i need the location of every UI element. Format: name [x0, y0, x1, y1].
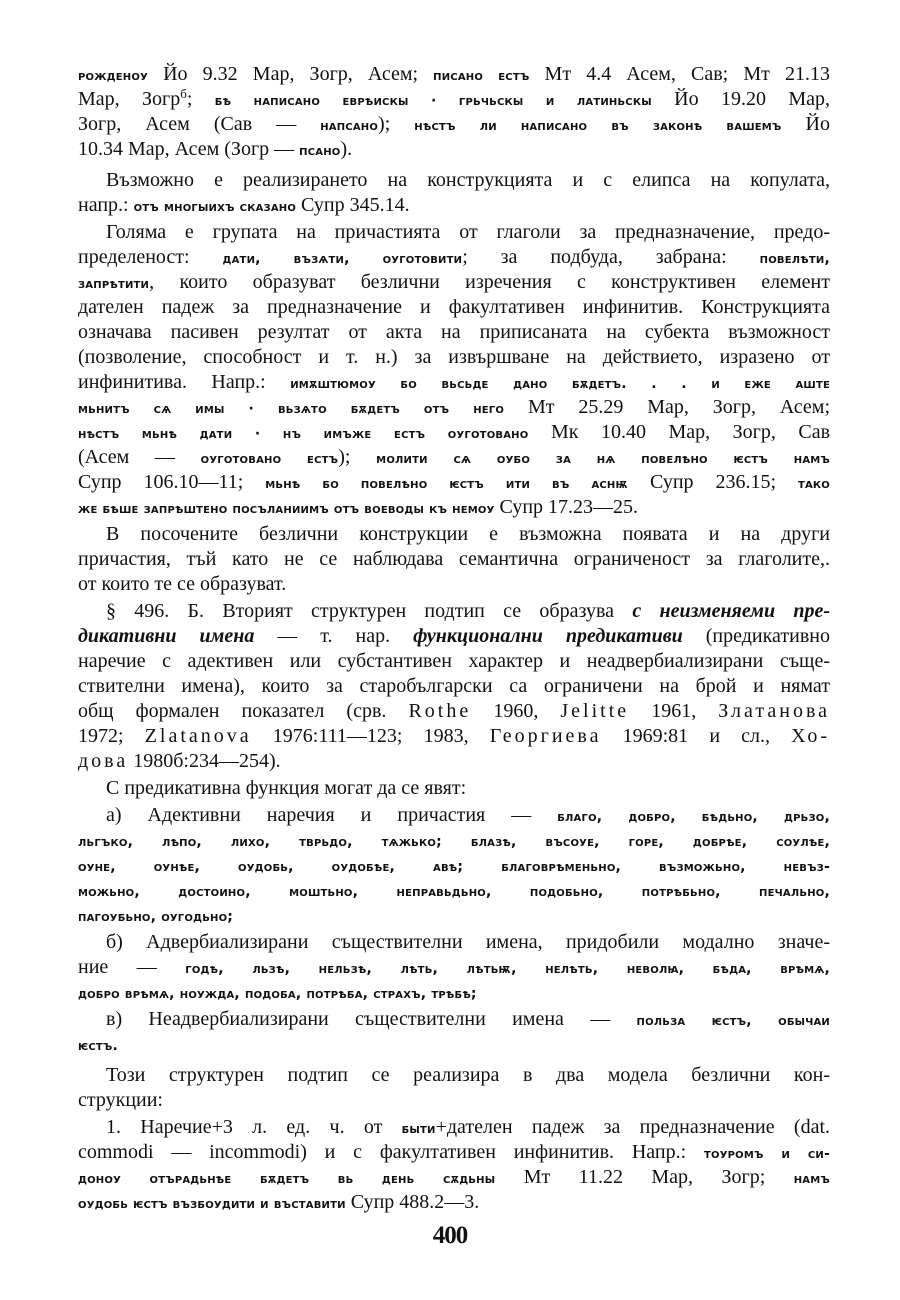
spaced-author-name: Георгиева — [489, 725, 602, 747]
text-line — [78, 470, 830, 495]
text-segment: б) Адвербиализирани съществителни имена, придобили модално значе- — [106, 931, 830, 953]
text-segment: § 496. Б. Вторият структурен подтип се образува — [106, 600, 633, 622]
text-line — [78, 749, 830, 774]
italic-term: функционални предикативи — [413, 625, 683, 647]
text-line — [78, 853, 830, 878]
text-segment: причастия, тъй като не се наблюдава семантична ограниченост за глаголите,. — [78, 548, 830, 570]
paragraph — [78, 599, 830, 774]
old-bulgarian-quote: можьно, достоино, моштьно, неправьдьно, подобьно, потрѣбьно, печально, — [78, 884, 830, 900]
spaced-author-name: дова — [78, 750, 129, 772]
paragraph — [78, 930, 830, 1005]
text-segment: В посочените безлични конструкции е възможна появата и на други — [106, 523, 830, 545]
text-segment: 1980б:234—254). — [128, 750, 281, 772]
old-bulgarian-quote: добро врѣмѧ, ноужда, подоба, потрѣба, страхъ, трѣбѣ; — [78, 986, 477, 1002]
old-bulgarian-quote: же бѣше запрѣштено посъланиимъ отъ воеводы къ немоу — [78, 501, 495, 517]
text-segment: ); — [338, 446, 377, 468]
text-segment: Супр 488.2—3. — [345, 1191, 480, 1213]
old-bulgarian-quote: мьнѣ бо повелѣно ѥстъ ити въ аснѭ — [265, 476, 629, 492]
spaced-author-name: Jelitte — [560, 700, 630, 722]
text-line — [78, 295, 830, 320]
old-bulgarian-quote: молити сѧ оубо за нѧ повелѣно ѥстъ намъ — [376, 451, 831, 467]
text-line — [78, 245, 830, 270]
text-segment: общ формален показател (срв. — [78, 700, 409, 722]
paragraph — [78, 803, 830, 928]
paragraph — [78, 522, 830, 597]
text-segment: от които те се образуват. — [78, 573, 287, 595]
text-line — [78, 547, 830, 572]
text-line — [78, 803, 830, 828]
text-line — [78, 699, 830, 724]
old-bulgarian-quote: годѣ, льзѣ, нельзѣ, лѣть, лѣтьѭ, нелѣть, неволꙗ, бѣда, врѣмѧ, — [185, 961, 830, 977]
text-line — [78, 955, 830, 980]
old-bulgarian-quote: запрѣтити — [78, 276, 150, 292]
text-line — [78, 1165, 830, 1190]
text-segment: означава пасивен резултат от акта на приписаната на субекта възможност — [78, 321, 830, 343]
text-segment: Мар, Зогр — [78, 88, 181, 110]
text-segment: 1960, — [471, 700, 561, 722]
text-line — [78, 1063, 830, 1088]
spaced-author-name: Rothe — [408, 700, 472, 722]
text-line — [78, 420, 830, 445]
text-segment: в) Неадвербиализирани съществителни имена — — [106, 1008, 637, 1030]
text-segment: , които образуват безлични изречения с конструктивен елемент — [149, 271, 830, 293]
text-segment: 1976:111—123; 1983, — [251, 725, 490, 747]
text-segment: 1961, — [629, 700, 719, 722]
text-segment: +дателен падеж за предназначение (dat. — [435, 1116, 830, 1138]
old-bulgarian-quote: напсано — [320, 118, 379, 134]
text-segment: (предикативно — [682, 625, 830, 647]
old-bulgarian-quote: тоуромъ и си- — [703, 1146, 830, 1162]
old-bulgarian-quote: льгъко, лѣпо, лихо, тврьдо, тѧжько; блазѣ, въсоуе, горе, добрѣе, соулѣе, — [78, 834, 830, 850]
old-bulgarian-quote: дати, възѧти, оуготовити — [222, 251, 463, 267]
text-segment: 1. Наречие+3 л. ед. ч. от — [106, 1116, 402, 1138]
text-segment: 1969:81 и сл., — [601, 725, 792, 747]
text-segment: инфинитива. Напр.: — [78, 371, 291, 393]
text-segment: струкции: — [78, 1089, 163, 1111]
text-line — [78, 193, 830, 218]
text-line — [78, 370, 830, 395]
italic-term: с неизменяеми пре- — [632, 600, 830, 622]
old-bulgarian-quote: нѣстъ мьнѣ дати · нъ имъже естъ оуготовано — [78, 426, 529, 442]
spaced-author-name: Златанова — [718, 700, 831, 722]
old-bulgarian-quote: бѣ написано еврѣискы · грьчьскы и латиньскы — [214, 93, 652, 109]
text-line — [78, 62, 830, 87]
text-line — [78, 878, 830, 903]
italic-term: дикативни имена — [78, 625, 255, 647]
text-segment: Йо — [781, 113, 830, 135]
text-segment: Зогр, Асем (Сав — — [78, 113, 321, 135]
paragraph — [78, 1063, 830, 1113]
spaced-author-name: Zlatanova — [144, 725, 252, 747]
text-line — [78, 495, 830, 520]
text-line — [78, 445, 830, 470]
text-segment: ; за подбуда, забрана: — [462, 246, 760, 268]
text-segment: ); — [378, 113, 415, 135]
text-segment: Супр 345.14. — [296, 194, 410, 216]
old-bulgarian-quote: доноу отърадьнѣе бѫдетъ вь день сѫдьны — [78, 1171, 496, 1187]
text-segment: commodi — incommodi) и с факултативен инфинитив. Напр.: — [78, 1141, 704, 1163]
paragraph — [78, 1007, 830, 1057]
old-bulgarian-quote: псано — [299, 143, 341, 159]
text-line — [78, 87, 830, 112]
text-line — [78, 320, 830, 345]
paragraph — [78, 168, 830, 218]
spaced-author-name: Хо- — [791, 725, 830, 747]
text-line — [78, 674, 830, 699]
text-segment: а) Адективни наречия и причастия — — [106, 804, 558, 826]
page-body-text — [78, 60, 830, 1215]
text-segment: ; — [186, 88, 215, 110]
old-bulgarian-quote: тако — [797, 476, 830, 492]
text-line — [78, 724, 830, 749]
text-line — [78, 776, 830, 801]
paragraph — [78, 220, 830, 520]
text-line — [78, 624, 830, 649]
old-bulgarian-quote: благо, добро, бѣдьно, дрьзо, — [557, 809, 830, 825]
text-segment: Супр 106.10—11; — [78, 471, 266, 493]
paragraph — [78, 776, 830, 801]
text-segment: С предикативна функция могат да се явят: — [106, 777, 467, 799]
text-segment: наречие с адективен или субстантивен характер и неадвербиализирани съще- — [78, 650, 830, 672]
old-bulgarian-quote: оуготовано естъ — [200, 451, 339, 467]
text-line — [78, 168, 830, 193]
old-bulgarian-quote: быти — [401, 1121, 436, 1137]
old-bulgarian-quote: мьнитъ сѧ имы · вьзѧто бѫдетъ отъ него — [78, 401, 505, 417]
text-line — [78, 903, 830, 928]
old-bulgarian-quote: польза ѥстъ, обычаи — [636, 1013, 830, 1029]
text-line — [78, 1190, 830, 1215]
old-bulgarian-quote: имѫштюмоу бо вьсьде дано бѫдетъ. . . и еже аште — [290, 376, 830, 392]
text-line — [78, 599, 830, 624]
text-line — [78, 930, 830, 955]
text-segment: Мк 10.40 Мар, Зогр, Сав — [528, 421, 831, 443]
text-segment: дателен падеж за предназначение и факултативен инфинитив. Конструкцията — [78, 296, 830, 318]
text-line — [78, 1140, 830, 1165]
text-segment: (позволение, способност и т. н.) за извършване на действието, изразено от — [78, 346, 830, 368]
old-bulgarian-quote: оуне, оунѣе, оудобь, оудобѣе, авѣ; благоврѣменьно, възможьно, невъз- — [78, 859, 830, 875]
old-bulgarian-quote: ѥстъ. — [78, 1038, 118, 1054]
text-segment: Супр 236.15; — [628, 471, 798, 493]
text-segment: (Асем — — [78, 446, 201, 468]
superscript: б — [180, 86, 187, 101]
text-segment: Йо 19.20 Мар, — [651, 88, 830, 110]
text-segment: — т. нар. — [254, 625, 414, 647]
text-line — [78, 137, 830, 162]
text-line — [78, 395, 830, 420]
old-bulgarian-quote: нѣстъ ли написано въ законѣ вашемъ — [414, 118, 782, 134]
text-line — [78, 1088, 830, 1113]
text-line — [78, 522, 830, 547]
text-line — [78, 1007, 830, 1032]
text-segment: Този структурен подтип се реализира в два модела безлични кон- — [106, 1064, 830, 1086]
old-bulgarian-quote: пагоубьно, оугодьно; — [78, 909, 234, 925]
paragraph — [78, 62, 830, 162]
text-segment: Супр 17.23—25. — [494, 496, 639, 518]
old-bulgarian-quote: намъ — [793, 1171, 830, 1187]
text-line — [78, 828, 830, 853]
text-segment: ). — [340, 138, 353, 160]
text-segment: ствителни имена), които за старобългарски са ограничени на брой и нямат — [78, 675, 830, 697]
text-segment: 10.34 Мар, Асем (Зогр — — [78, 138, 300, 160]
text-segment: пределеност: — [78, 246, 223, 268]
text-segment: ние — — [78, 956, 186, 978]
text-segment: Възможно е реализирането на конструкцията и с елипса на копулата, — [106, 169, 830, 191]
text-line — [78, 572, 830, 597]
old-bulgarian-quote: оудобь ѥстъ възбоудити и въставити — [78, 1196, 346, 1212]
text-line — [78, 270, 830, 295]
old-bulgarian-quote: писано естъ — [433, 68, 530, 84]
old-bulgarian-quote: повелѣти, — [759, 251, 830, 267]
old-bulgarian-quote: рожденоу — [78, 68, 148, 84]
text-line — [78, 220, 830, 245]
text-line — [78, 980, 830, 1005]
text-line — [78, 112, 830, 137]
old-bulgarian-quote: отъ многыихъ сказано — [133, 199, 297, 215]
text-segment: Йо 9.32 Мар, Зогр, Асем; — [148, 63, 434, 85]
text-segment: Голяма е групата на причастията от глаголи за предназначение, предо- — [106, 221, 830, 243]
text-segment: Мт 4.4 Асем, Сав; Мт 21.13 — [529, 63, 830, 85]
text-segment: 1972; — [78, 725, 145, 747]
text-segment: Мт 25.29 Мар, Зогр, Асем; — [504, 396, 831, 418]
text-segment: напр.: — [78, 194, 134, 216]
page-number: 400 — [432, 1222, 468, 1249]
paragraph — [78, 1115, 830, 1215]
text-line — [78, 345, 830, 370]
text-line — [78, 1115, 830, 1140]
text-line — [78, 1032, 830, 1057]
text-line — [78, 649, 830, 674]
text-segment: Мт 11.22 Мар, Зогр; — [495, 1166, 794, 1188]
